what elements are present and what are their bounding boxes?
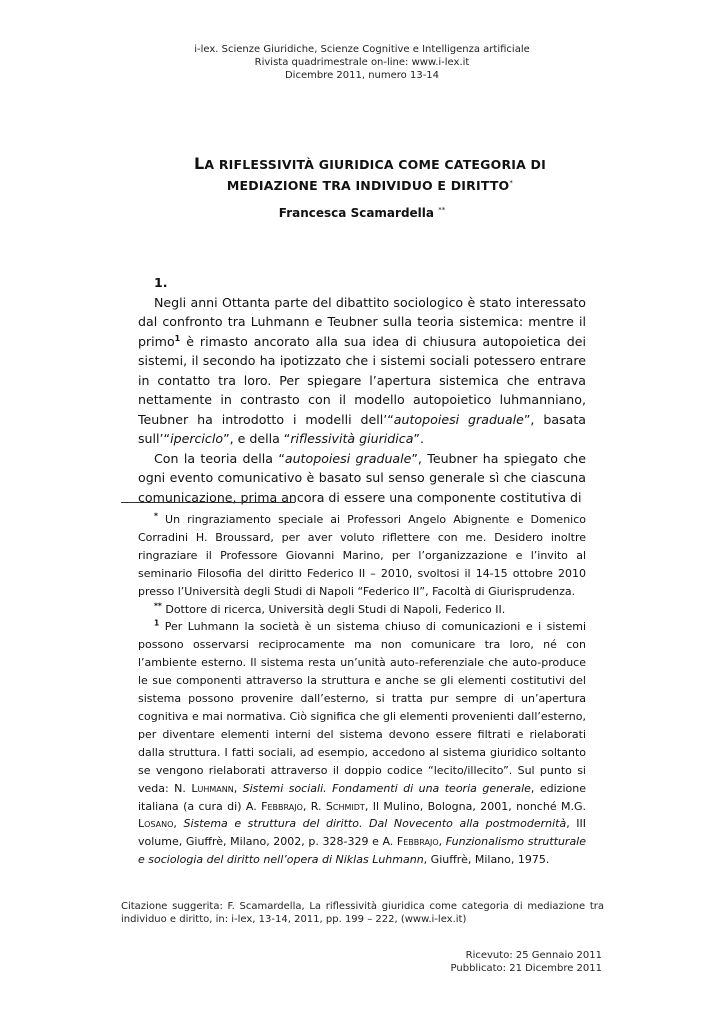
footnote-ref-1[interactable]: 1	[174, 333, 181, 343]
article-title	[130, 155, 610, 195]
section-number: 1.	[154, 275, 168, 290]
title-initial: L	[193, 154, 205, 173]
title-line-1: A RIFLESSIVITÀ GIURIDICA COME CATEGORIA DI	[204, 157, 546, 172]
publication-dates	[400, 949, 602, 975]
author-name: Francesca Scamardella	[278, 206, 434, 220]
footnotes	[138, 511, 586, 869]
published-date: Pubblicato: 21 Dicembre 2011	[450, 963, 602, 974]
journal-website: Rivista quadrimestrale on-line: www.i-lex.it	[254, 57, 470, 68]
journal-name: i-lex. Scienze Giuridiche, Scienze Cognitive e Intelligenza artificiale	[194, 44, 530, 55]
title-footnote-mark[interactable]: *	[509, 179, 514, 187]
paragraph-2: Con la teoria della “autopoiesi graduale”, Teubner ha spiegato che ogni evento comunicativo è basato sul senso generale sì che ciascuna comunicazione, prima ancora di essere una componente costitutiva di	[138, 450, 586, 505]
journal-header	[0, 43, 724, 82]
footnote-mark-double-star: **	[154, 600, 162, 610]
title-line-2: MEDIAZIONE TRA INDIVIDUO E DIRITTO	[226, 178, 510, 194]
received-date: Ricevuto: 25 Gennaio 2011	[465, 950, 602, 961]
footnote-1: $^1$ Per Luhmann la società è un sistema chiuso di comunicazioni e i sistemi possono osservarsi reciprocamente ma non comunicare tra loro, né con l’ambiente esterno. Il sistema resta un’unità auto-referenziale che auto-produce le sue componenti attraverso la struttura e anche se gli elementi costitutivi del sistema possono provenire dall’esterno, si tratta pur sempre di un’apertura cognitiva e mai normativa. Ciò significa che gli elementi provenienti dall’esterno, per diventare elementi interni del sistema devono essere filtrati e rielaborati dalla struttura. I fatti sociali, ad esempio, accedono al sistema giuridico soltanto se vengono rielaborati attraverso il doppio codice “lecito/illecito”. Sul punto si veda: N. Luhmann, Sistemi sociali. Fondamenti di una teoria generale, edizione italiana (a cura di) A. Febbrajo, R. Schmidt, Il Mulino, Bologna, 2001, nonché M.G. Losano, Sistema e struttura del diritto. Dal Novecento alla postmodernità, III volume, Giuffrè, Milano, 2002, p. 328-329 e A. Febbrajo, Funzionalismo strutturale e sociologia del diritto nell’opera di Niklas Luhmann, Giuffrè, Milano, 1975.	[138, 618, 587, 867]
suggested-citation: Citazione suggerita: F. Scamardella, La riflessività giuridica come categoria di mediazione tra individuo e diritto, in: i-lex, 13-14, 2011, pp. 199 – 222, (www.i-lex.it)	[121, 901, 604, 925]
footnote-acknowledgement: * Un ringraziamento speciale ai Professori Angelo Abignente e Domenico Corradini H. Broussard, per aver voluto riflettere con me. Desidero inoltre ringraziare il Professore Giovanni Marino, per l’organizzazione e l’invito al seminario Filosofia del diritto Federico II – 2010, svoltosi il 14-15 ottobre 2010 presso l’Università degli Studi di Napoli “Federico II”, Facoltà di Giurisprudenza.	[138, 511, 586, 598]
footnote-separator	[121, 502, 295, 503]
article-body	[138, 273, 586, 507]
journal-issue: Dicembre 2011, numero 13-14	[284, 70, 440, 81]
footnote-mark-1: 1	[154, 618, 160, 628]
paragraph-1: Negli anni Ottanta parte del dibattito sociologico è stato interessato dal confronto tra Luhmann e Teubner sulla teoria sistemica: mentre il primo$^1$ è rimasto ancorato alla sua idea di chiusura autopoietica dei sistemi, il secondo ha ipotizzato che i sistemi sociali potessero entrare in contatto tra loro. Per spiegare l’apertura sistemica che entrava nettamente in contrasto con il modello autopoietico luhmanniano, Teubner ha introdotto i modelli dell’“autopoiesi graduale”, basata sull’“iperciclo”, e della “riflessività giuridica”.	[138, 294, 586, 446]
footnote-mark-star: *	[154, 511, 158, 521]
author-footnote-mark[interactable]: **	[438, 206, 446, 214]
author-line	[0, 206, 724, 220]
footnote-author-affiliation: ** Dottore di ricerca, Università degli Studi di Napoli, Federico II.	[154, 600, 506, 616]
